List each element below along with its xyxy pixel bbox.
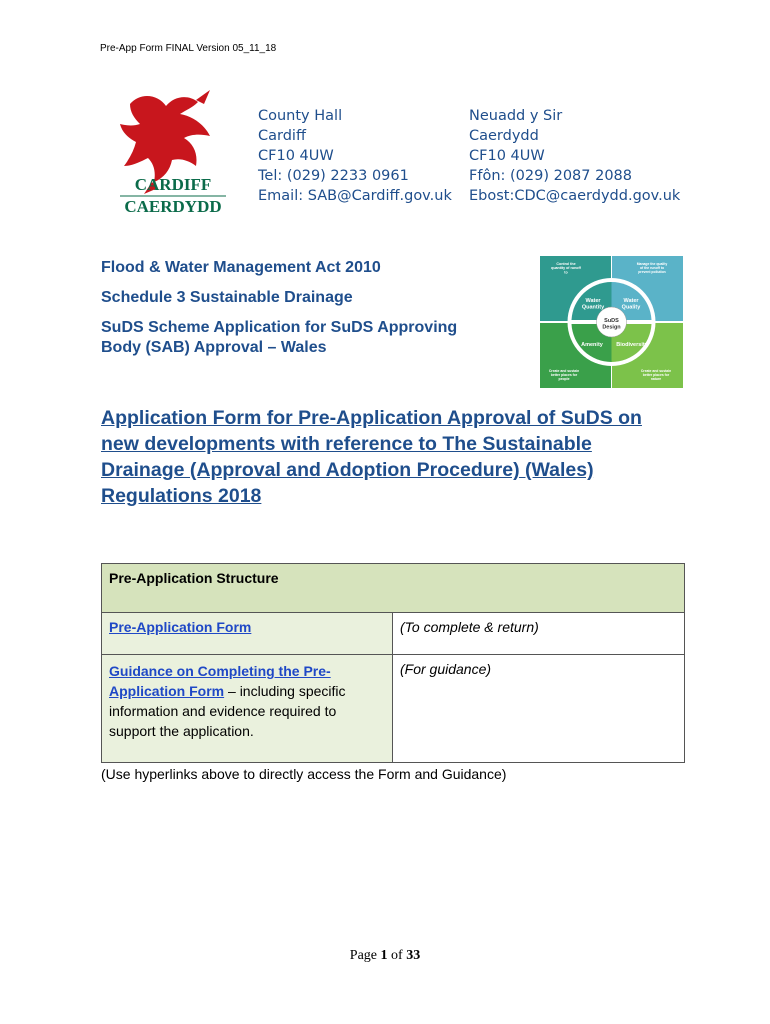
title-line: Regulations 2018 [101,485,262,507]
diagram-center-label: SuDS Design [602,318,621,331]
header-version-note: Pre-App Form FINAL Version 05_11_18 [100,43,277,54]
address-line: County Hall [258,108,343,124]
title-line: Drainage (Approval and Adoption Procedure) (Wales) [101,459,594,481]
diagram-label-water-quality: Water Quality [621,298,641,311]
address-email: Email: SAB@Cardiff.gov.uk [258,188,452,204]
page-total: 33 [406,948,421,963]
address-line: Cardiff [258,128,306,144]
diagram-caption-tr: Manage the quality of the runoff to prevent pollution [636,262,668,274]
title-line: Application Form for Pre-Application Approval of SuDS on [101,407,642,429]
guidance-link-text[interactable]: Guidance on Completing the Pre- [109,663,331,679]
address-line: Neuadd y Sir [469,108,563,124]
address-english [258,106,452,206]
address-line: Caerdydd [469,128,539,144]
act-heading: Flood & Water Management Act 2010 [101,259,381,276]
address-phone: Ffôn: (029) 2087 2088 [469,168,633,184]
page-current: 1 [380,948,388,963]
application-heading-line2: Body (SAB) Approval – Wales [101,339,327,356]
table-cell-note: (For guidance) [393,655,685,763]
diagram-label-water-quantity: Water Quantity [581,298,605,311]
guidance-link-text[interactable]: Application Form [109,683,225,699]
table-cell [102,613,393,655]
address-email: Ebost:CDC@caerdydd.gov.uk [469,188,681,204]
document-title [101,405,701,509]
table-cell [102,655,393,763]
schedule-heading: Schedule 3 Sustainable Drainage [101,289,353,306]
page-of: of [387,948,407,963]
address-phone: Tel: (029) 2233 0961 [258,168,409,184]
suds-design-diagram [540,256,683,388]
page-prefix: Page [349,948,381,963]
guidance-description: – including specific [224,683,346,699]
logo-text-line1: CARDIFF [134,175,212,194]
hyperlink-note: (Use hyperlinks above to directly access the Form and Guidance) [101,766,507,782]
diagram-caption-bl: Create and sustain better places for people [548,369,580,381]
application-heading-line1: SuDS Scheme Application for SuDS Approving [101,319,458,336]
table-header: Pre-Application Structure [102,564,685,613]
diagram-label-amenity: Amenity [581,342,603,348]
address-line: CF10 4UW [469,148,545,164]
page-number [0,948,770,964]
address-welsh [469,106,680,206]
logo-text-line2: CAERDYDD [124,197,222,216]
diagram-label-biodiversity: Biodiversity [616,342,648,348]
diagram-caption-tl: Control the quantity of runoff to [551,262,581,275]
address-line: CF10 4UW [258,148,334,164]
pre-application-form-link[interactable]: Pre-Application Form [109,619,252,635]
guidance-description: information and evidence required to [109,703,337,719]
table-cell-note: (To complete & return) [393,613,685,655]
guidance-description: support the application. [109,723,254,739]
diagram-caption-br: Create and sustain better places for nature [640,369,672,381]
pre-application-structure-table [101,563,685,763]
cardiff-council-logo [100,86,246,222]
title-line: new developments with reference to The Sustainable [101,433,592,455]
